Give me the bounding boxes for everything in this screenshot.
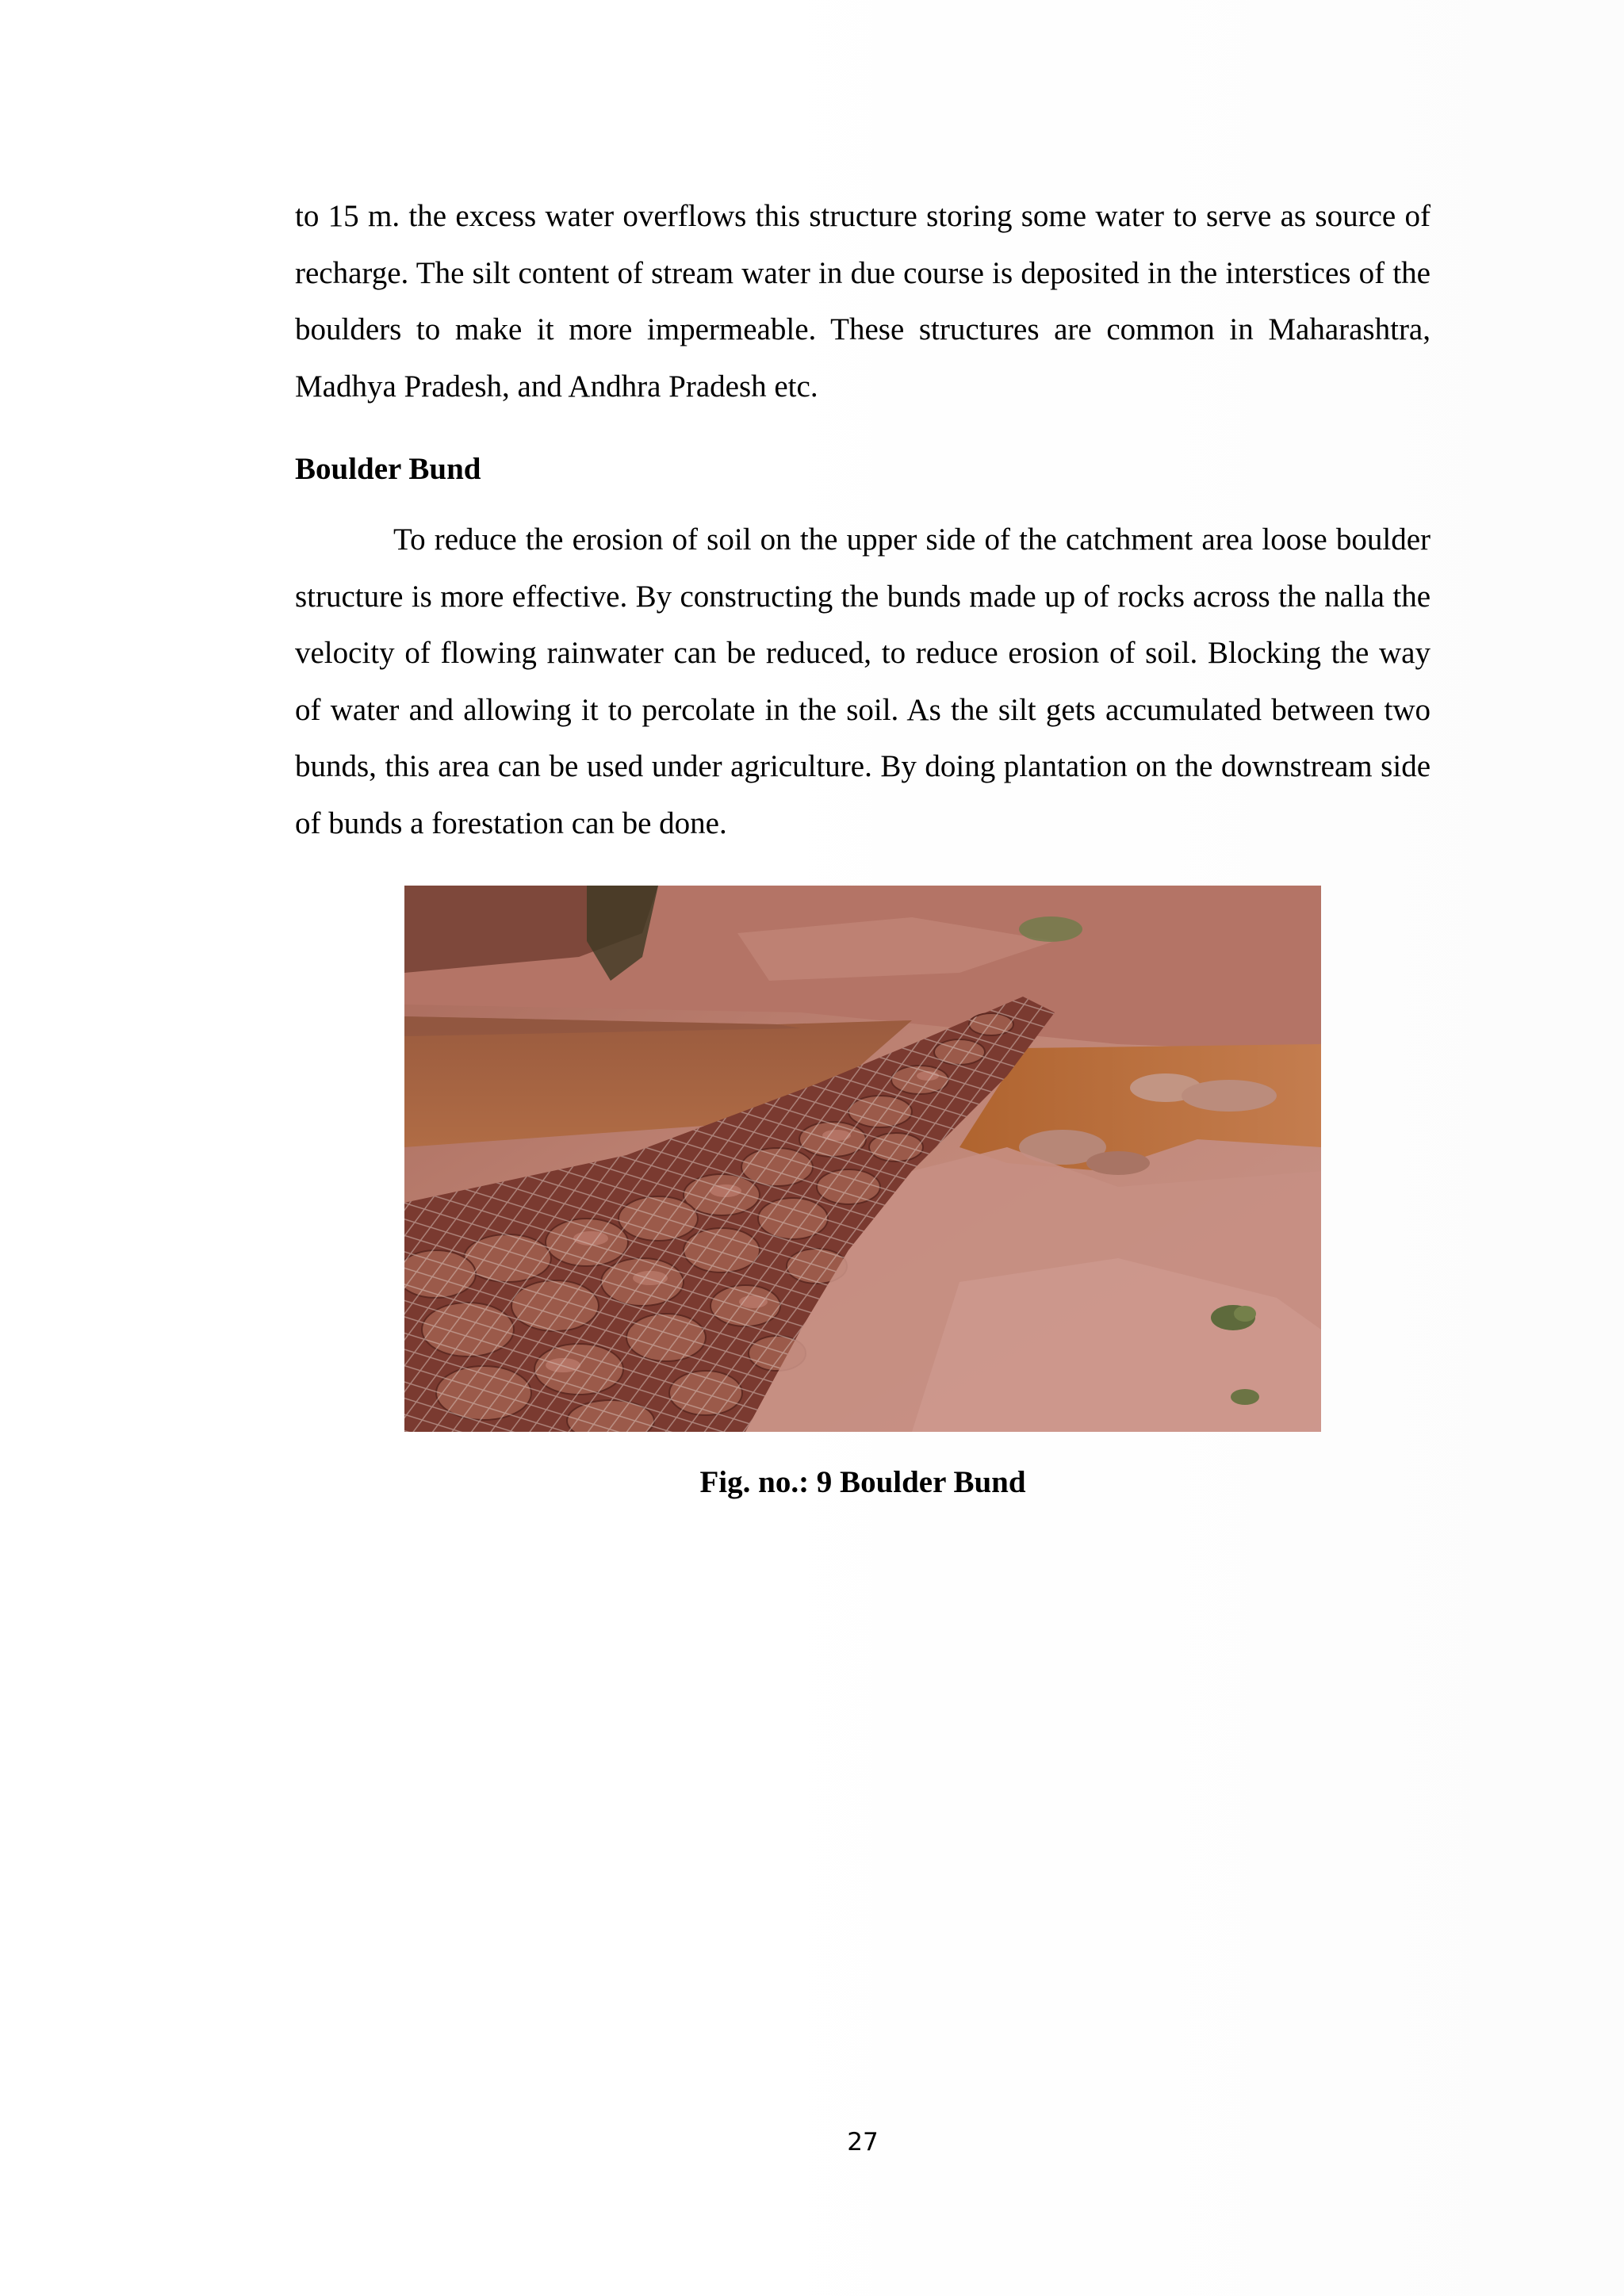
photo-illustration [404,886,1321,1432]
figure-caption: Fig. no.: 9 Boulder Bund [699,1465,1026,1499]
boulder-bund-photo [404,886,1321,1432]
section-heading: Boulder Bund [295,452,481,486]
plant-2 [1231,1389,1259,1405]
body-paragraph-2: To reduce the erosion of soil on the upper side of the catchment area loose boulder structure is more effective. By constructing the bunds made up of rocks across the nalla the velocity of flowing rainwater can be reduced, to reduce erosion of soil. Blocking the way of water and allowing it to percolate in the soil. As the silt gets accumulated between two bunds, this area can be used under agriculture. By doing plantation on the downstream side of bunds a forestation can be done. [295,522,1431,840]
body-paragraph-1: to 15 m. the excess water overflows this structure storing some water to serve as source of recharge. The silt content of stream water in due course is deposited in the interstices of the boulders to make it more impermeable. These structures are common in Maharashtra, Madhya Pradesh, and Andhra Pradesh etc. [295,199,1431,404]
shrub-top [1019,916,1082,942]
page-number: 27 [847,2128,879,2156]
